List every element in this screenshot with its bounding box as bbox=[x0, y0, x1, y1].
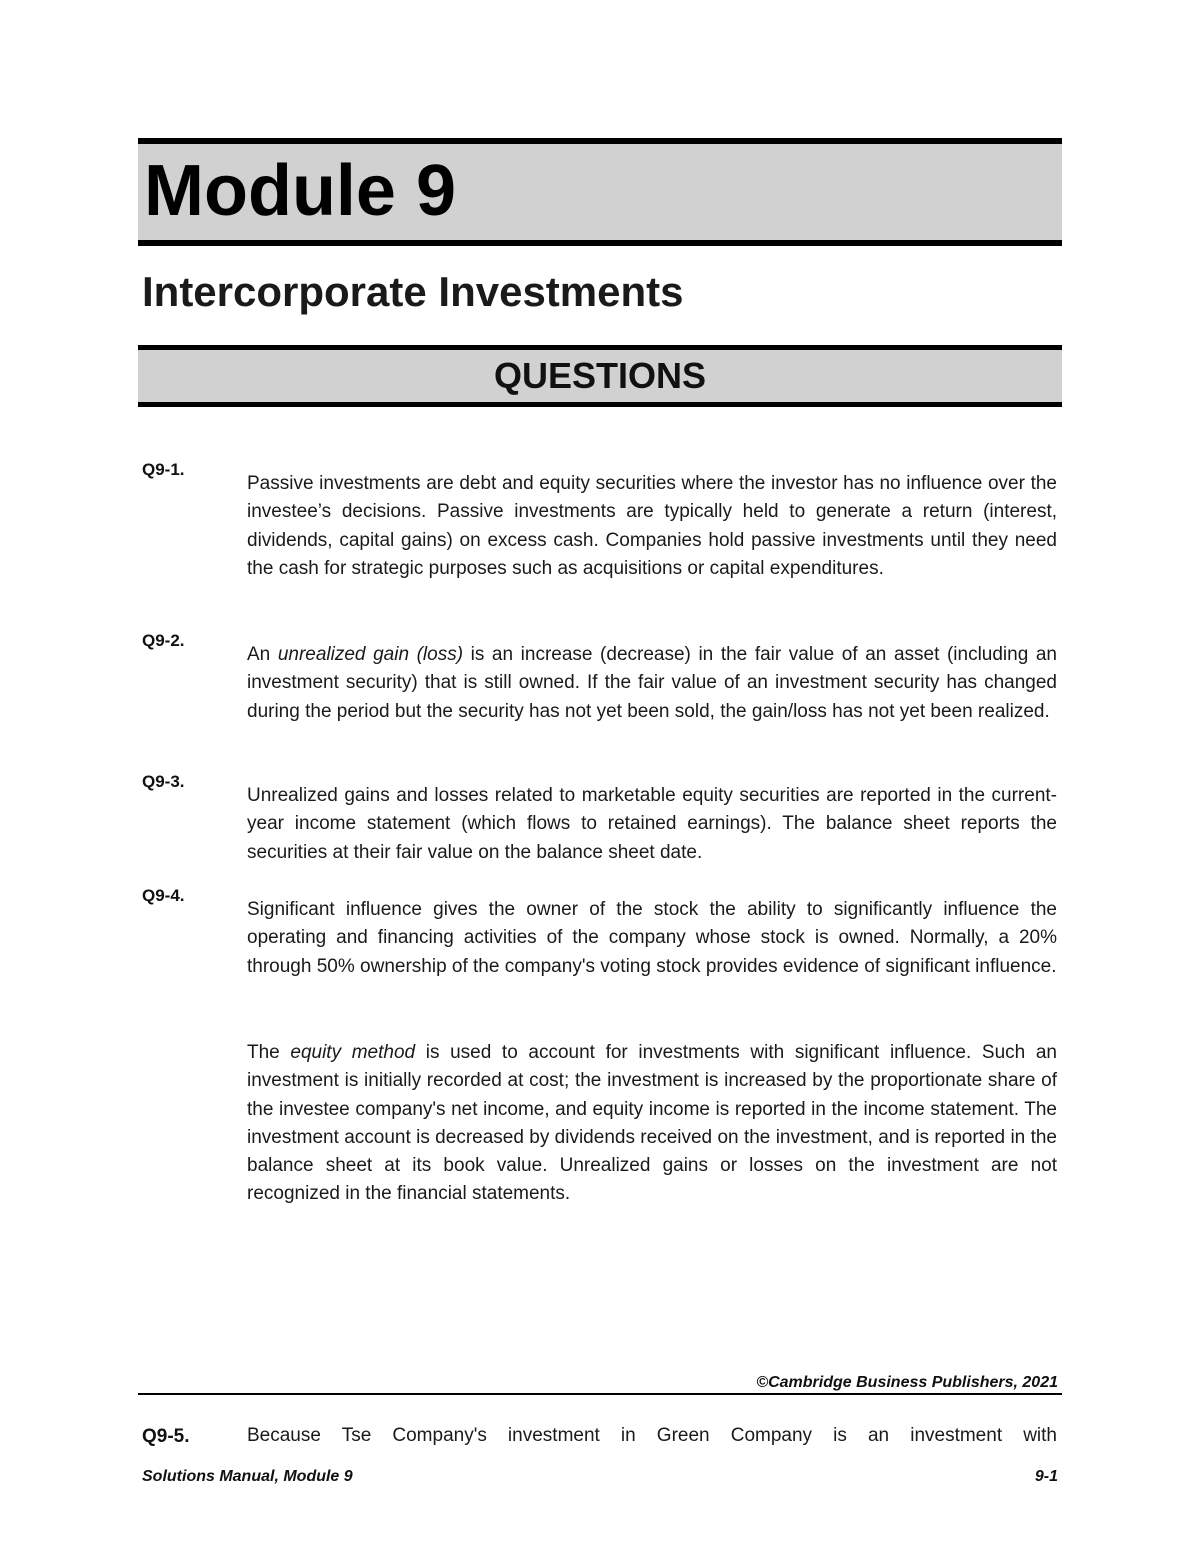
question-q9-5 bbox=[142, 1422, 1062, 1450]
footer-divider bbox=[138, 1393, 1062, 1395]
question-q9-4 bbox=[142, 886, 1062, 981]
term-equity-method: equity method bbox=[290, 1042, 416, 1063]
answer-text-end: is an increase (decrease) in the fair value of an asset (including an investment security) that is still owned. If the fair value of an investment security has changed during the period but the security has not yet been sold, the gain/loss has not yet been realized. bbox=[247, 644, 1057, 722]
footer-manual-title: Solutions Manual, Module 9 bbox=[142, 1468, 353, 1485]
module-banner bbox=[138, 138, 1062, 246]
answer-text: Because Tse Company's investment in Green Company is an investment with bbox=[247, 1425, 1057, 1446]
question-label: Q9-2. bbox=[142, 631, 185, 650]
module-title: Module 9 bbox=[144, 151, 457, 231]
answer-text: Significant influence gives the owner of the stock the ability to significantly influence the operating and financing activities of the company whose stock is owned. Normally, a 20% through 50% ownership of the company's voting stock provides evidence of significant influence. bbox=[247, 899, 1057, 977]
answer-text-start: The bbox=[247, 1042, 291, 1063]
answer-text: Unrealized gains and losses related to marketable equity securities are reported in the current-year income statement (which flows to retained earnings). The balance sheet reports the securities at their fair value on the balance sheet date. bbox=[247, 785, 1057, 863]
section-banner bbox=[138, 345, 1062, 407]
answer-text bbox=[247, 1039, 1057, 1209]
chapter-title: Intercorporate Investments bbox=[142, 268, 684, 315]
section-title: QUESTIONS bbox=[493, 355, 707, 396]
answer-text-end: is used to account for investments with significant influence. Such an investment is initially recorded at cost; the investment is increased by the proportionate share of the investee company's net income, and equity income is reported in the income statement. The investment account is decreased by dividends received on the investment, and is reported in the balance sheet at its book value. Unrealized gains or losses on the investment are not recognized in the financial statements. bbox=[247, 1042, 1057, 1205]
term-unrealized-gain-loss: unrealized gain (loss) bbox=[277, 644, 464, 665]
question-label: Q9-5. bbox=[142, 1426, 190, 1447]
question-q9-3 bbox=[142, 772, 1062, 867]
question-label: Q9-4. bbox=[142, 886, 185, 905]
answer-text bbox=[247, 641, 1057, 726]
answer-text: Passive investments are debt and equity securities where the investor has no influence over the investee’s decisions. Passive investments are typically held to generate a return (interest, dividends, capital gains) on excess cash. Companies hold passive investments until they need the cash for strategic purposes such as acquisitions or capital expenditures. bbox=[247, 473, 1057, 579]
question-label: Q9-1. bbox=[142, 460, 185, 479]
question-q9-1 bbox=[142, 460, 1062, 583]
answer-text-start: An bbox=[247, 644, 278, 665]
question-label: Q9-3. bbox=[142, 772, 185, 791]
page-number: 9-1 bbox=[1034, 1468, 1058, 1485]
question-q9-4-paragraph-2 bbox=[142, 1039, 1062, 1209]
question-q9-2 bbox=[142, 631, 1062, 726]
copyright-notice: ©Cambridge Business Publishers, 2021 bbox=[756, 1374, 1058, 1391]
